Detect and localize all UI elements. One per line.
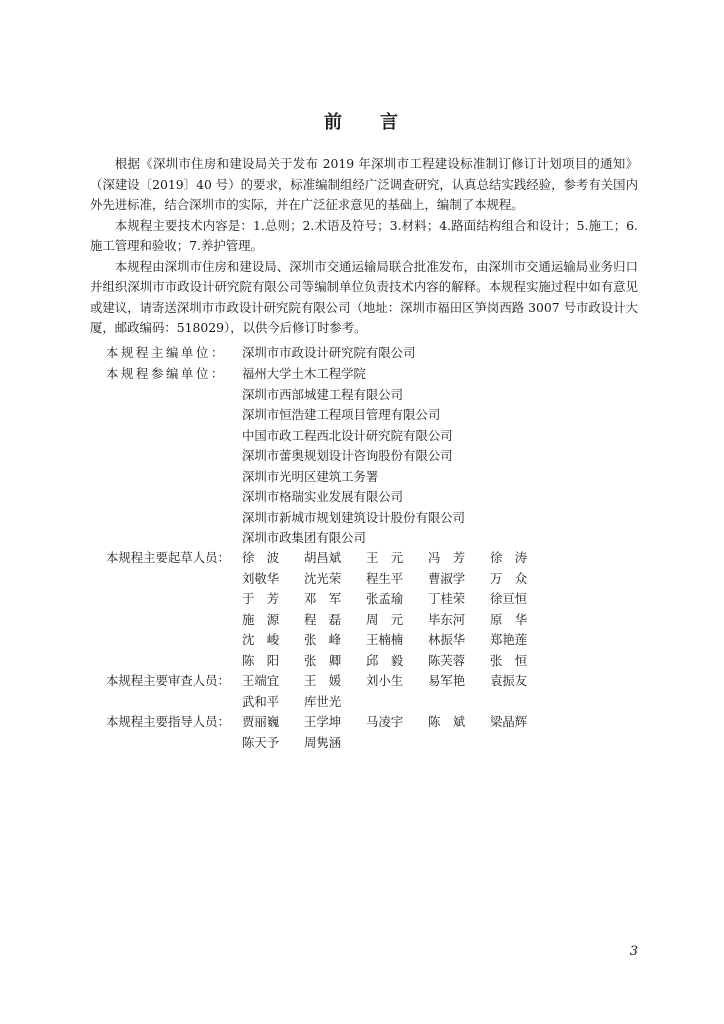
drafter-name: 王 元 bbox=[366, 550, 404, 565]
drafter-name: 冯 芳 bbox=[428, 550, 466, 565]
drafter-name: 程 磊 bbox=[304, 611, 342, 627]
drafters-list bbox=[242, 548, 650, 671]
drafter-name: 施 源 bbox=[242, 611, 280, 627]
co-editor-unit: 福州大学土木工程学院 bbox=[242, 366, 366, 381]
drafter-name: 原 华 bbox=[490, 611, 528, 627]
chief-editor-label: 本规程主编单位： bbox=[106, 345, 226, 360]
advisor-name: 贾丽巍 bbox=[242, 714, 280, 729]
advisor-name: 梁晶辉 bbox=[490, 714, 528, 729]
advisor-name: 陈 斌 bbox=[428, 714, 466, 729]
drafter-name: 毕东河 bbox=[428, 611, 466, 627]
drafter-name: 周 元 bbox=[366, 611, 404, 627]
drafter-name: 胡昌斌 bbox=[304, 550, 342, 565]
drafter-name: 沈光荣 bbox=[304, 570, 342, 586]
drafters-section bbox=[90, 548, 650, 671]
reviewers-label: 本规程主要审查人员： bbox=[106, 673, 230, 688]
advisor-name: 周隽涵 bbox=[304, 734, 342, 750]
drafter-name: 张孟瑜 bbox=[366, 591, 404, 606]
advisors-section bbox=[90, 712, 650, 753]
drafter-name: 张 恒 bbox=[490, 652, 528, 668]
drafter-name: 刘敬华 bbox=[242, 570, 280, 586]
drafter-name: 邓 军 bbox=[304, 591, 342, 606]
co-editor-unit: 深圳市西部城建工程有限公司 bbox=[242, 386, 404, 402]
advisors-label: 本规程主要指导人员： bbox=[106, 714, 230, 729]
drafter-name: 徐 波 bbox=[242, 550, 280, 565]
co-editor-unit: 深圳市新城市规划建筑设计股份有限公司 bbox=[242, 509, 466, 525]
drafter-name: 张 峰 bbox=[304, 632, 342, 647]
co-editor-unit: 深圳市恒浩建工程项目管理有限公司 bbox=[242, 407, 441, 422]
reviewer-name: 库世光 bbox=[304, 693, 342, 709]
drafter-name: 邱 毅 bbox=[366, 652, 404, 668]
advisor-name: 马凌宇 bbox=[366, 714, 404, 729]
reviewer-name: 王端宜 bbox=[242, 673, 280, 688]
co-editor-unit: 深圳市政集团有限公司 bbox=[242, 530, 366, 545]
drafter-name: 郑艳莲 bbox=[490, 632, 528, 647]
co-editors-label: 本规程参编单位： bbox=[106, 366, 226, 381]
drafter-name: 徐 涛 bbox=[490, 550, 528, 565]
co-editor-unit: 深圳市格瑞实业发展有限公司 bbox=[242, 489, 404, 504]
drafter-name: 徐亘恒 bbox=[490, 591, 528, 606]
co-editor-unit: 深圳市光明区建筑工务署 bbox=[242, 468, 379, 484]
drafter-name: 曹淑学 bbox=[428, 570, 466, 586]
title-char-2: 言 bbox=[380, 112, 400, 133]
reviewer-name: 袁振友 bbox=[490, 673, 528, 688]
preface-paragraph-2: 本规程主要技术内容是：1.总则；2.术语及符号；3.材料；4.路面结构组合和设计；5.施工；6.施工管理和验收；7.养护管理。 bbox=[90, 217, 638, 253]
drafter-name: 程生平 bbox=[366, 570, 404, 586]
drafter-name: 丁桂荣 bbox=[428, 591, 466, 606]
drafters-label: 本规程主要起草人员： bbox=[106, 550, 230, 565]
chief-editor-unit: 深圳市市政设计研究院有限公司 bbox=[242, 345, 416, 360]
co-editors-section bbox=[90, 364, 650, 549]
drafter-name: 陈 阳 bbox=[242, 652, 280, 668]
page-title bbox=[0, 108, 724, 134]
chief-editor-section bbox=[90, 343, 650, 364]
co-editors-list bbox=[242, 364, 650, 549]
advisor-name: 王学坤 bbox=[304, 714, 342, 729]
reviewer-name: 易军艳 bbox=[428, 673, 466, 688]
drafter-name: 张 卿 bbox=[304, 652, 342, 668]
drafter-name: 陈芙蓉 bbox=[428, 652, 466, 668]
advisor-name: 陈天予 bbox=[242, 734, 280, 750]
co-editor-unit: 中国市政工程西北设计研究院有限公司 bbox=[242, 427, 453, 443]
drafter-name: 于 芳 bbox=[242, 591, 280, 606]
preface-body bbox=[90, 154, 638, 339]
preface-paragraph-3: 本规程由深圳市住房和建设局、深圳市交通运输局联合批准发布，由深圳市交通运输局业务归口并组织深圳市市政设计研究院有限公司等编制单位负责技术内容的解释。本规程实施过程中如有意见或建议，请寄送深圳市市政设计研究院有限公司（地址：深圳市福田区笋岗西路 3007 号市政设计大厦，邮政编码：518029），以供今后修订时参考。 bbox=[90, 258, 638, 335]
drafter-name: 沈 峻 bbox=[242, 632, 280, 647]
title-char-1: 前 bbox=[324, 112, 344, 133]
advisors-list bbox=[242, 712, 650, 753]
reviewer-name: 王 媛 bbox=[304, 673, 342, 688]
reviewers-list bbox=[242, 671, 650, 712]
drafter-name: 王楠楠 bbox=[366, 632, 404, 647]
page-number: 3 bbox=[629, 944, 638, 959]
drafter-name: 林振华 bbox=[428, 632, 466, 647]
co-editor-unit: 深圳市蕾奥规划设计咨询股份有限公司 bbox=[242, 448, 453, 463]
reviewers-section bbox=[90, 671, 650, 712]
drafter-name: 万 众 bbox=[490, 570, 528, 586]
preface-paragraph-1: 根据《深圳市住房和建设局关于发布 2019 年深圳市工程建设标准制订修订计划项目的通知》（深建设〔2019〕40 号）的要求，标准编制组经广泛调查研究，认真总结实践经验，参考有关国内外先进标准，结合深圳市的实际，并在广泛征求意见的基础上，编制了本规程。 bbox=[90, 156, 638, 212]
reviewer-name: 武和平 bbox=[242, 693, 280, 709]
reviewer-name: 刘小生 bbox=[366, 673, 404, 688]
